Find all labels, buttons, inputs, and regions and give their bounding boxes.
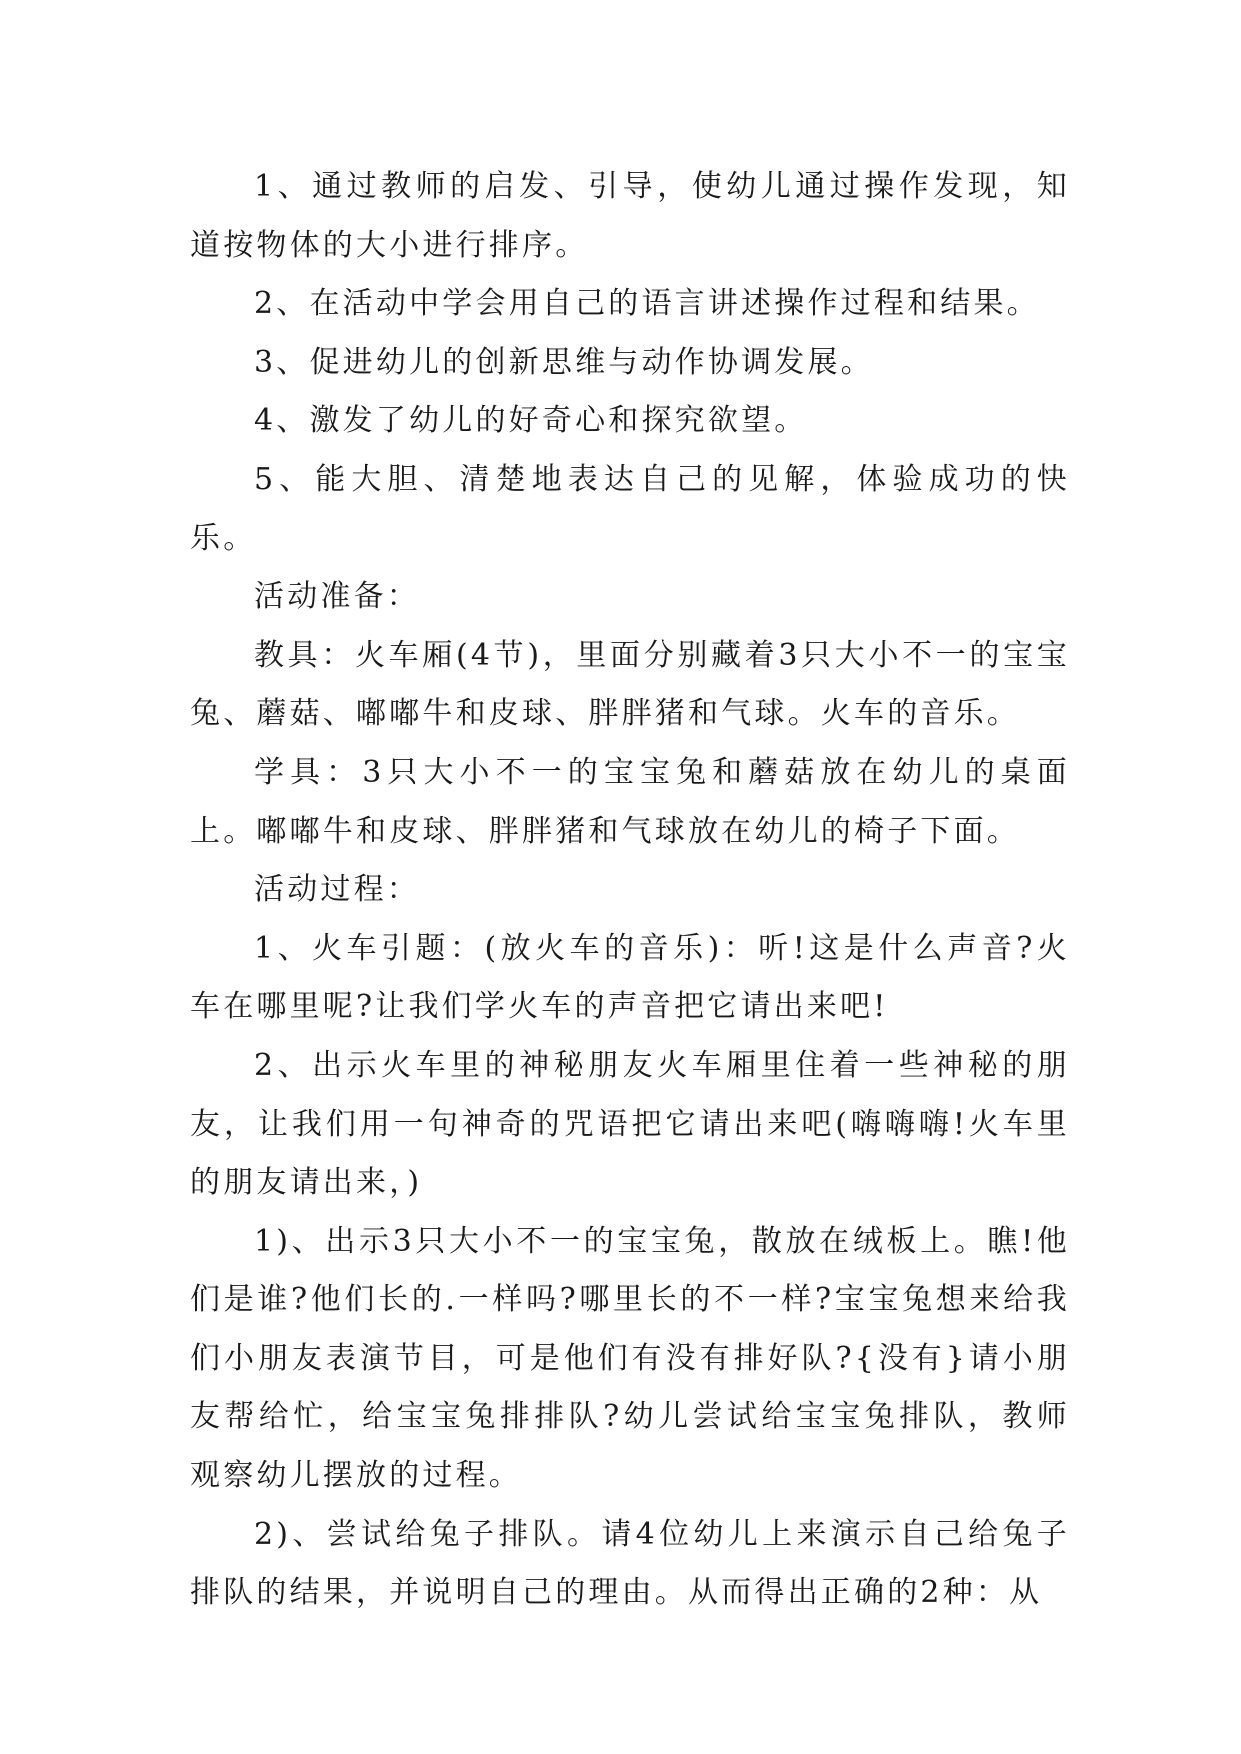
- process-step-1: 1、火车引题：(放火车的音乐)：听!这是什么声音?火车在哪里呢?让我们学火车的声音把它请出来吧!: [190, 930, 1070, 1025]
- document-body: [190, 158, 1070, 1623]
- section-heading-process: 活动过程：: [254, 872, 420, 908]
- teaching-aids-paragraph: 教具：火车厢(4节)，里面分别藏着3只大小不一的宝宝兔、蘑菇、嘟嘟牛和皮球、胖胖猪和气球。火车的音乐。: [190, 637, 1070, 732]
- process-substep-2: 2)、尝试给兔子排队。请4位幼儿上来演示自己给兔子排队的结果，并说明自己的理由。从而得出正确的2种：从: [190, 1516, 1070, 1611]
- objective-2: 2、在活动中学会用自己的语言讲述操作过程和结果。: [254, 286, 1040, 322]
- objective-4: 4、激发了幼儿的好奇心和探究欲望。: [254, 403, 808, 439]
- objective-5: 5、能大胆、清楚地表达自己的见解，体验成功的快乐。: [190, 461, 1070, 556]
- process-substep-1: 1)、出示3只大小不一的宝宝兔，散放在绒板上。瞧!他们是谁?他们长的.一样吗?哪里长的不一样?宝宝兔想来给我们小朋友表演节目，可是他们有没有排好队?{没有}请小朋友帮给忙，给宝宝兔排排队?幼儿尝试给宝宝兔排队，教师观察幼儿摆放的过程。: [190, 1223, 1070, 1494]
- objective-3: 3、促进幼儿的创新思维与动作协调发展。: [254, 344, 874, 380]
- objective-1: 1、通过教师的启发、引导，使幼儿通过操作发现，知道按物体的大小进行排序。: [190, 169, 1070, 263]
- learning-aids-paragraph: 学具：3只大小不一的宝宝兔和蘑菇放在幼儿的桌面上。嘟嘟牛和皮球、胖胖猪和气球放在幼儿的椅子下面。: [190, 754, 1070, 849]
- section-heading-preparation: 活动准备：: [254, 579, 420, 615]
- process-step-2: 2、出示火车里的神秘朋友火车厢里住着一些神秘的朋友，让我们用一句神奇的咒语把它请出来吧(嗨嗨嗨!火车里的朋友请出来，): [190, 1047, 1070, 1201]
